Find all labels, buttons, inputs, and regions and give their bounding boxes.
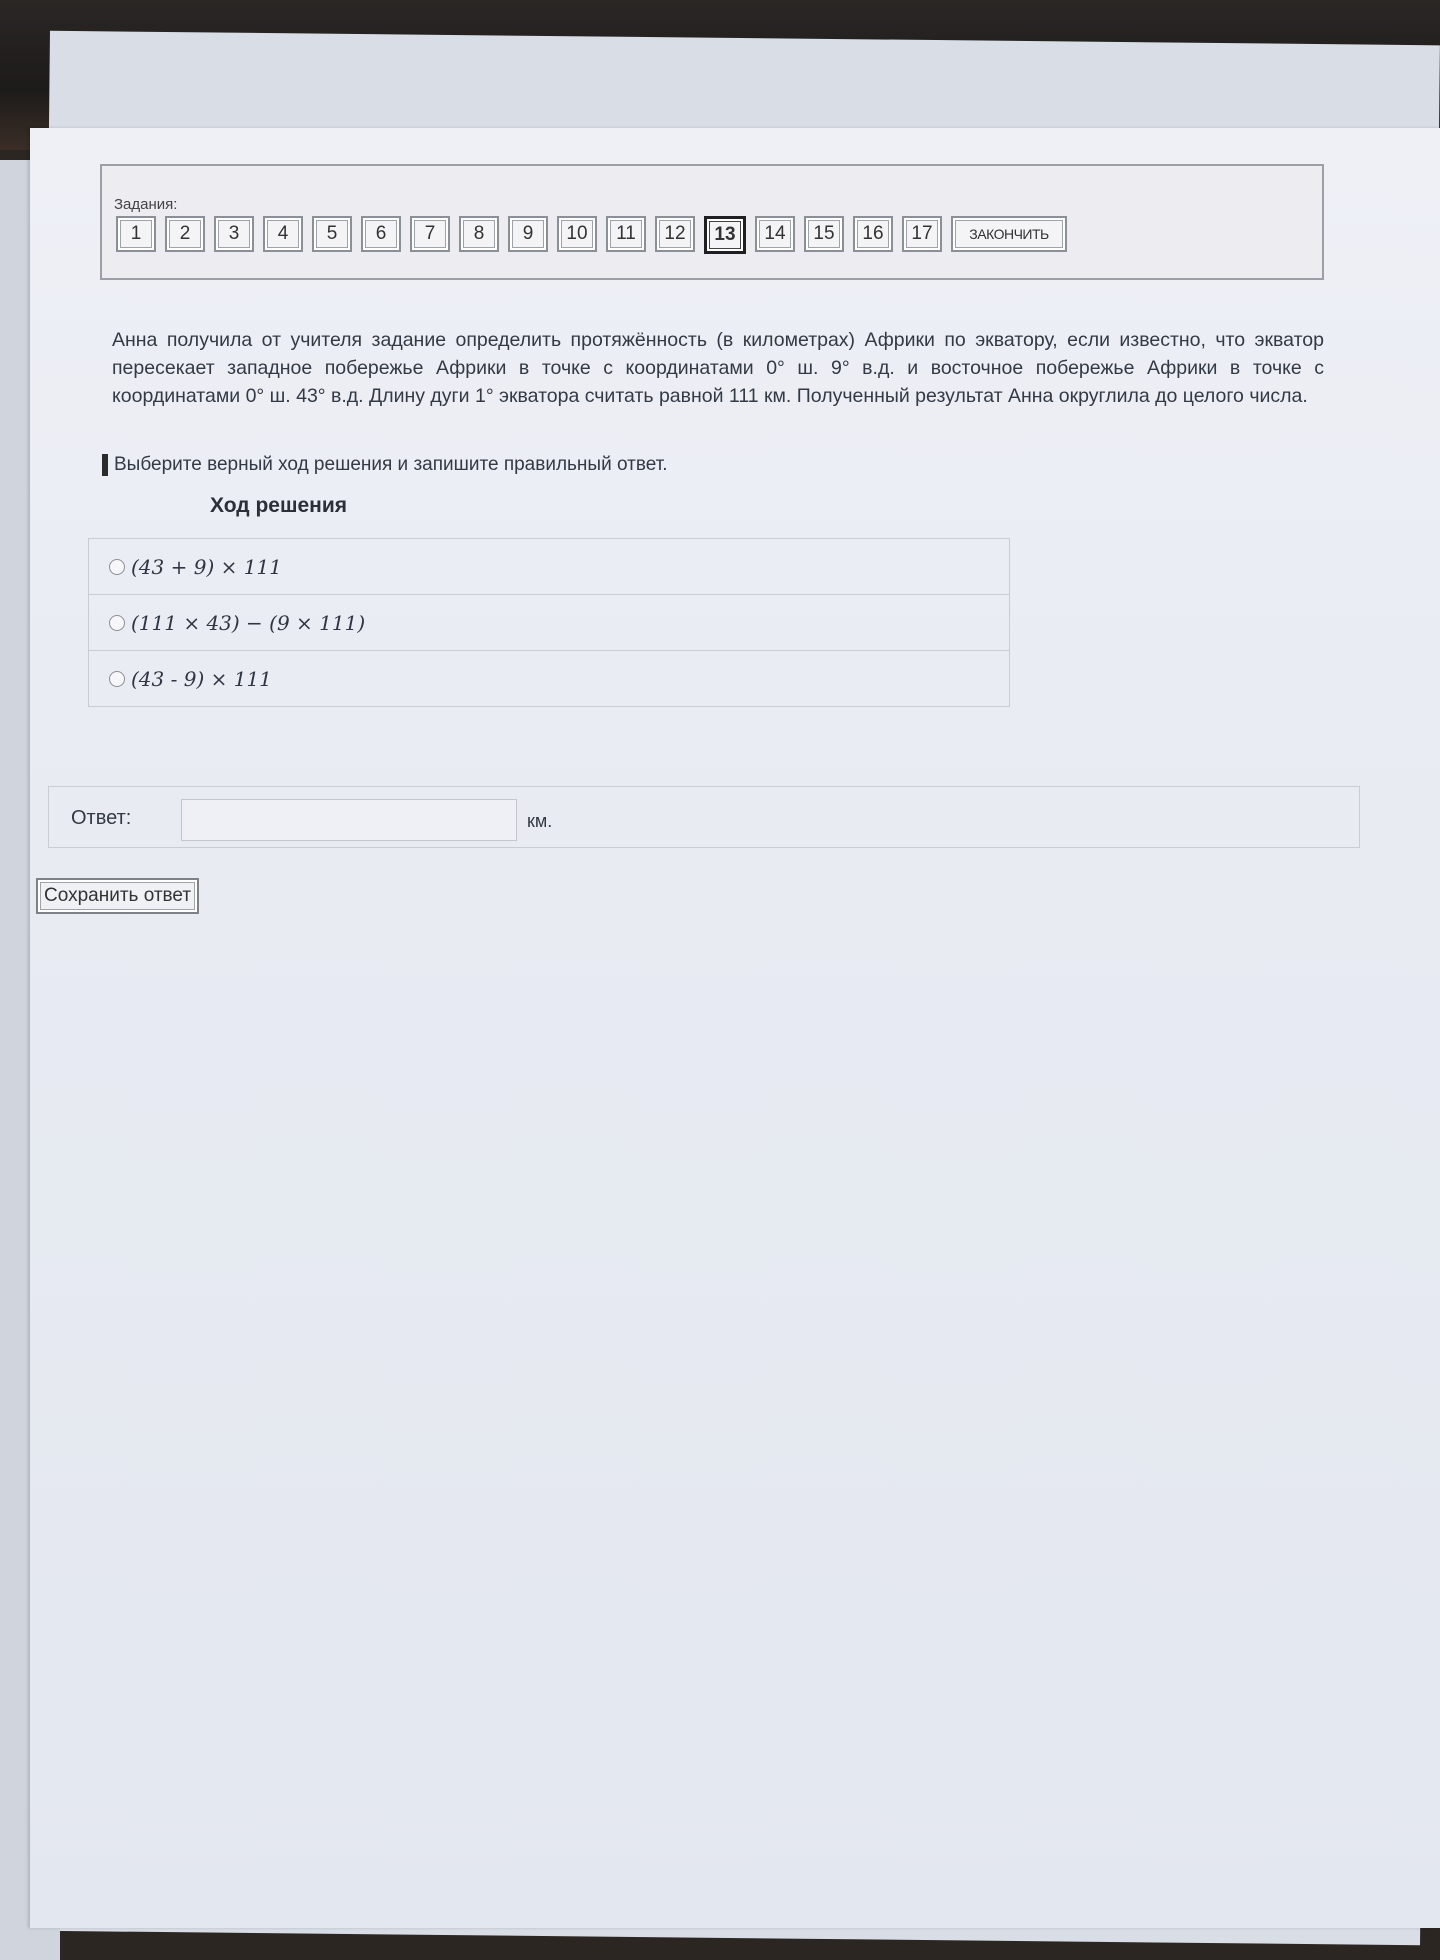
task-button-4[interactable]: 4 [263,216,303,252]
task-button-11[interactable]: 11 [606,216,646,252]
task-button-2[interactable]: 2 [165,216,205,252]
option-row[interactable] [89,539,1009,595]
task-button-9[interactable]: 9 [508,216,548,252]
task-button-16[interactable]: 16 [853,216,893,252]
task-button-6[interactable]: 6 [361,216,401,252]
task-button-3[interactable]: 3 [214,216,254,252]
task-button-14[interactable]: 14 [755,216,795,252]
tasks-nav-panel [100,164,1324,280]
radio-button[interactable] [109,559,125,575]
radio-button[interactable] [109,615,125,631]
task-button-7[interactable]: 7 [410,216,450,252]
radio-button[interactable] [109,671,125,687]
option-label: (111 × 43) − (9 × 111) [131,610,366,635]
option-label: (43 - 9) × 111 [131,666,272,691]
task-button-17[interactable]: 17 [902,216,942,252]
task-button-15[interactable]: 15 [804,216,844,252]
solution-options [88,538,1010,707]
answer-label: Ответ: [71,807,132,829]
finish-button[interactable]: ЗАКОНЧИТЬ [951,216,1067,252]
solution-title: Ход решения [210,494,347,517]
instruction-text: Выберите верный ход решения и запишите правильный ответ. [102,454,668,476]
task-button-10[interactable]: 10 [557,216,597,252]
test-page [30,128,1440,1928]
task-button-5[interactable]: 5 [312,216,352,252]
question-text: Анна получила от учителя задание определить протяжённость (в километрах) Африки по экватору, если известно, что экватор пересекает западное побережье Африки в точке с координатами 0° ш. 9° в.д. и восточное побережье Африки в точке с координатами 0° ш. 43° в.д. Длину дуги 1° экватора считать равной 111 км. Полученный результат Анна округлила до целого числа. [112,329,1324,407]
tasks-row [116,216,1067,254]
answer-panel [48,786,1360,848]
option-label: (43 + 9) × 111 [131,554,282,579]
task-button-12[interactable]: 12 [655,216,695,252]
answer-input[interactable] [181,799,517,841]
task-button-8[interactable]: 8 [459,216,499,252]
task-button-13-current[interactable]: 13 [704,216,746,254]
answer-unit: км. [527,811,553,831]
task-button-1[interactable]: 1 [116,216,156,252]
tasks-label: Задания: [114,196,178,213]
option-row[interactable] [89,651,1009,706]
save-answer-button[interactable]: Сохранить ответ [36,878,199,914]
option-row[interactable] [89,595,1009,651]
